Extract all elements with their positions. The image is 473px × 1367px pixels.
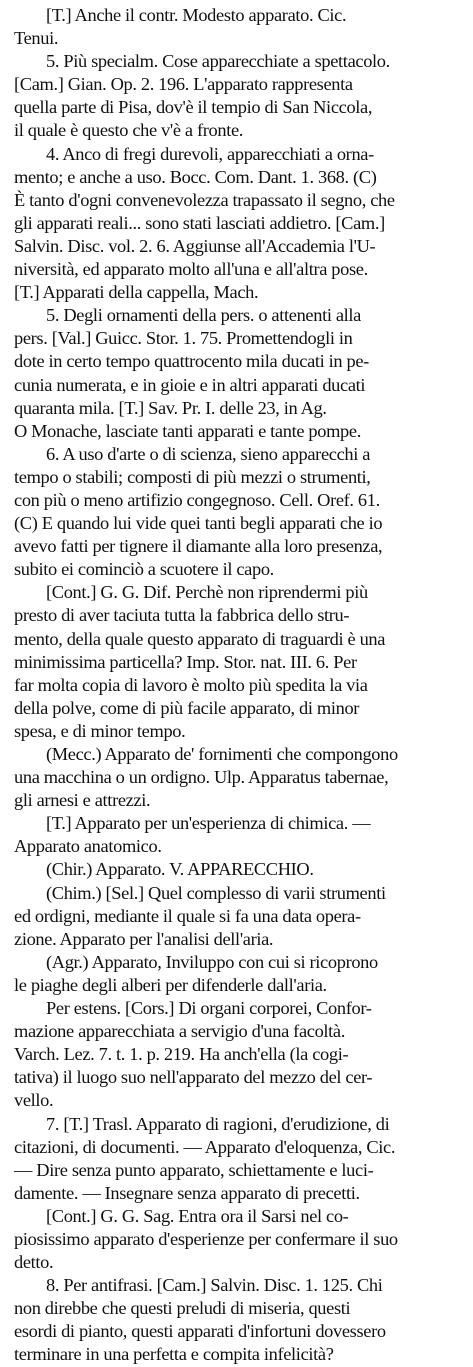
- text-line: una macchina o un ordigno. Ulp. Apparatus tabernae,: [14, 767, 389, 788]
- text-line: (Agr.) Apparato, Inviluppo con cui si ricoprono: [46, 951, 378, 972]
- text-line: le piaghe degli alberi per difenderle dall'aria.: [14, 974, 327, 995]
- text-line: ed ordigni, mediante il quale si fa una data opera-: [14, 905, 361, 926]
- text-line: 5. Degli ornamenti della pers. o attenenti alla: [46, 305, 361, 326]
- text-line: — Dire senza punto apparato, schiettamente e luci-: [14, 1159, 374, 1180]
- text-line: tativa) il luogo suo nell'apparato del mezzo del cer-: [14, 1067, 373, 1088]
- text-line: citazioni, di documenti. — Apparato d'eloquenza, Cic.: [14, 1136, 396, 1157]
- text-line: Per estens. [Cors.] Di organi corporei, Confor-: [46, 998, 372, 1019]
- text-line: esordi di pianto, questi apparati d'infortuni dovessero: [14, 1321, 386, 1342]
- text-line: (C) E quando lui vide quei tanti begli apparati che io: [14, 513, 383, 534]
- text-line: 7. [T.] Trasl. Apparato di ragioni, d'erudizione, di: [46, 1113, 390, 1134]
- text-line: con più o meno artifizio congegnoso. Cell. Oref. 61.: [14, 489, 380, 510]
- text-line: quaranta mila. [T.] Sav. Pr. I. delle 23, in Ag.: [14, 397, 327, 418]
- text-line: È tanto d'ogni convenevolezza trapassato il segno, che: [14, 189, 395, 210]
- text-line: 4. Anco di fregi durevoli, apparecchiati a orna-: [46, 143, 374, 164]
- dictionary-entry-text: [14, 4, 461, 1367]
- text-line: cunia numerata, e in gioie e in altri apparati ducati: [14, 374, 366, 395]
- text-line: mazione apparecchiata a servigio d'una facoltà.: [14, 1021, 345, 1042]
- text-line: minimissima particella? Imp. Stor. nat. III. 6. Per: [14, 651, 357, 672]
- text-line: Salvin. Disc. vol. 2. 6. Aggiunse all'Accademia l'U-: [14, 235, 376, 256]
- text-line: terminare in una perfetta e compita infelicità?: [14, 1344, 334, 1365]
- text-line: subito ei cominciò a scuotere il capo.: [14, 559, 274, 580]
- text-line: gli arnesi e attrezzi.: [14, 790, 151, 811]
- text-line: mento, della quale questo apparato di traguardi è una: [14, 628, 386, 649]
- text-line: [T.] Apparato per un'esperienza di chimica. —: [46, 813, 371, 834]
- text-line: damente. — Insegnare senza apparato di precetti.: [14, 1182, 360, 1203]
- text-line: far molta copia di lavoro è molto più spedita la via: [14, 674, 368, 695]
- text-line: [T.] Anche il contr. Modesto apparato. Cic.: [46, 5, 347, 25]
- text-line: quella parte di Pisa, dov'è il tempio di San Niccola,: [14, 97, 373, 118]
- text-line: 6. A uso d'arte o di scienza, sieno apparecchi a: [46, 443, 371, 464]
- text-line: [Cam.] Gian. Op. 2. 196. L'apparato rappresenta: [14, 74, 353, 95]
- text-line: [T.] Apparati della cappella, Mach.: [14, 282, 259, 303]
- text-line: Varch. Lez. 7. t. 1. p. 219. Ha anch'ella (la cogi-: [14, 1044, 349, 1065]
- text-line: niversità, ed apparato molto all'una e all'altra pose.: [14, 259, 368, 280]
- text-line: 8. Per antifrasi. [Cam.] Salvin. Disc. 1. 125. Chi: [46, 1275, 383, 1296]
- text-line: (Chir.) Apparato. V. APPARECCHIO.: [46, 859, 314, 880]
- text-line: [Cont.] G. G. Sag. Entra ora il Sarsi nel co-: [46, 1205, 349, 1226]
- text-line: Apparato anatomico.: [14, 836, 162, 857]
- text-line: gli apparati reali... sono stati lasciati addietro. [Cam.]: [14, 212, 385, 233]
- text-line: zione. Apparato per l'analisi dell'aria.: [14, 928, 274, 949]
- text-line: O Monache, lasciate tanti apparati e tante pompe.: [14, 420, 361, 441]
- text-line: pers. [Val.] Guicc. Stor. 1. 75. Promettendogli in: [14, 328, 353, 349]
- text-line: tempo o stabili; composti di più mezzi o strumenti,: [14, 466, 371, 487]
- text-line: spesa, e di minor tempo.: [14, 720, 186, 741]
- text-line: 5. Più specialm. Cose apparecchiate a spettacolo.: [46, 51, 390, 72]
- text-line: dote in certo tempo quattrocento mila ducati in pe-: [14, 351, 369, 372]
- text-line: (Chim.) [Sel.] Quel complesso di varii strumenti: [46, 882, 386, 903]
- text-line: mento; e anche a uso. Bocc. Com. Dant. 1. 368. (C): [14, 166, 377, 187]
- text-line: della polve, come di più facile apparato, di minor: [14, 697, 360, 718]
- text-line: vello.: [14, 1090, 54, 1111]
- text-line: il quale è questo che v'è a fronte.: [14, 120, 244, 141]
- text-line: detto.: [14, 1252, 54, 1273]
- text-line: piosissimo apparato d'esperienze per confermare il suo: [14, 1228, 398, 1249]
- text-line: non direbbe che questi preludi di miseria, questi: [14, 1298, 351, 1319]
- text-line: Tenui.: [14, 28, 59, 49]
- text-line: avevo fatti per tignere il diamante alla loro presenza,: [14, 536, 383, 557]
- text-line: [Cont.] G. G. Dif. Perchè non riprendermi più: [46, 582, 368, 603]
- text-line: presto di aver taciuta tutta la fabbrica dello stru-: [14, 605, 350, 626]
- text-line: (Mecc.) Apparato de' fornimenti che compongono: [46, 744, 398, 764]
